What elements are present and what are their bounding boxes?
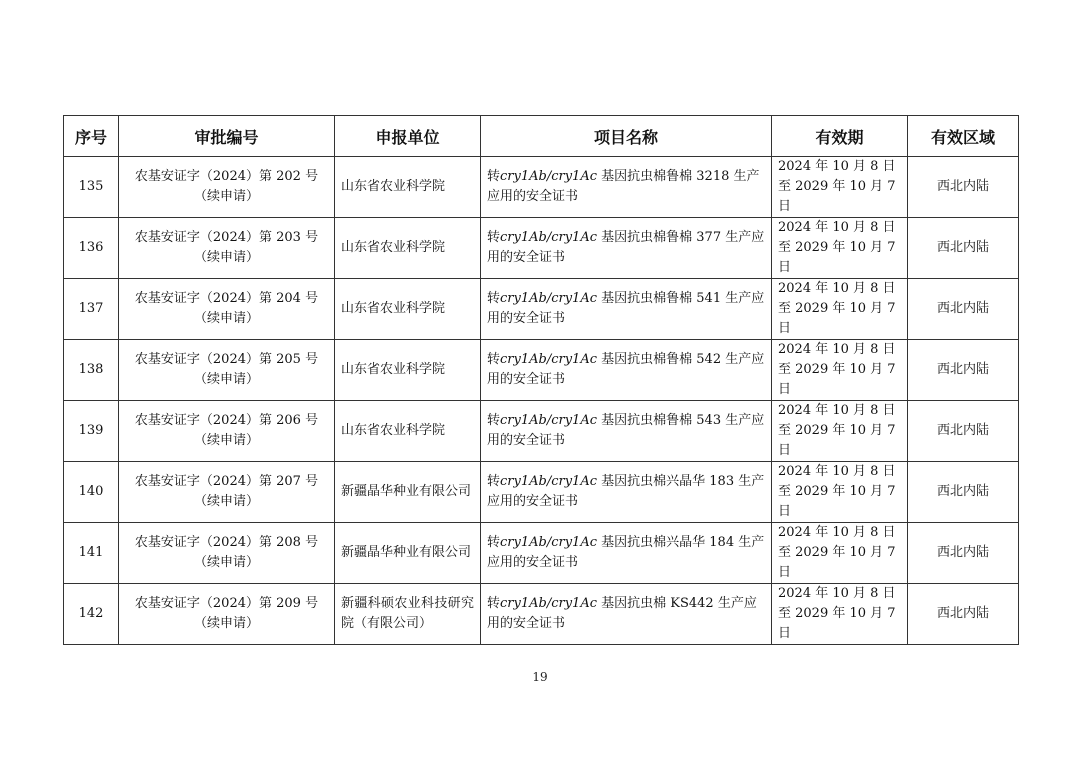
unit-text: 新疆晶华种业有限公司 bbox=[341, 545, 472, 560]
table-row bbox=[64, 279, 1019, 340]
name-prefix-text: 转 bbox=[487, 474, 501, 489]
approval-no-text: 农基安证字（2024）第 202 号 bbox=[134, 169, 319, 184]
seq-text: 138 bbox=[78, 362, 104, 377]
table-row bbox=[64, 218, 1019, 279]
gene-name-text: cry1Ab/cry1Ac bbox=[500, 169, 597, 184]
cell-validity bbox=[772, 401, 908, 462]
cell-approval-no bbox=[119, 279, 335, 340]
valid-from-text: 2024 年 10 月 8 日 bbox=[778, 342, 896, 357]
cell-validity bbox=[772, 340, 908, 401]
cell-seq bbox=[64, 523, 119, 584]
cell-unit bbox=[335, 462, 481, 523]
region-text: 西北内陆 bbox=[936, 301, 989, 316]
approval-no-text: 农基安证字（2024）第 209 号 bbox=[134, 596, 319, 611]
cell-seq bbox=[64, 401, 119, 462]
cell-project-name bbox=[481, 218, 772, 279]
valid-to-text: 至 2029 年 10 月 7 日 bbox=[778, 606, 896, 641]
cell-region bbox=[908, 462, 1019, 523]
cell-region bbox=[908, 523, 1019, 584]
cell-seq bbox=[64, 584, 119, 645]
gene-name-text: cry1Ab/cry1Ac bbox=[500, 474, 597, 489]
valid-to-text: 至 2029 年 10 月 7 日 bbox=[778, 484, 896, 519]
seq-text: 135 bbox=[78, 179, 104, 194]
name-prefix-text: 转 bbox=[487, 291, 501, 306]
name-prefix-text: 转 bbox=[487, 596, 501, 611]
table-body bbox=[64, 157, 1019, 645]
name-rest-text: 基因抗虫棉 KS442 生产应用的安全证书 bbox=[487, 596, 757, 631]
valid-to-text: 至 2029 年 10 月 7 日 bbox=[778, 301, 896, 336]
cell-approval-no bbox=[119, 401, 335, 462]
table-row bbox=[64, 401, 1019, 462]
approval-note-text: （续申请） bbox=[193, 433, 259, 448]
seq-text: 141 bbox=[78, 545, 104, 560]
seq-text: 139 bbox=[78, 423, 104, 438]
cell-unit bbox=[335, 340, 481, 401]
approval-note-text: （续申请） bbox=[193, 311, 259, 326]
cell-region bbox=[908, 279, 1019, 340]
unit-text: 新疆晶华种业有限公司 bbox=[341, 484, 472, 499]
cell-validity bbox=[772, 218, 908, 279]
cell-unit bbox=[335, 584, 481, 645]
cell-region bbox=[908, 157, 1019, 218]
header-region: 有效区域 bbox=[908, 116, 1019, 157]
page-number: 19 bbox=[532, 670, 548, 684]
seq-text: 137 bbox=[78, 301, 104, 316]
cell-seq bbox=[64, 218, 119, 279]
table-row bbox=[64, 584, 1019, 645]
valid-from-text: 2024 年 10 月 8 日 bbox=[778, 586, 896, 601]
approval-note-text: （续申请） bbox=[193, 372, 259, 387]
approval-note-text: （续申请） bbox=[193, 555, 259, 570]
cell-approval-no bbox=[119, 523, 335, 584]
cell-approval-no bbox=[119, 157, 335, 218]
valid-from-text: 2024 年 10 月 8 日 bbox=[778, 281, 896, 296]
gene-name-text: cry1Ab/cry1Ac bbox=[500, 535, 597, 550]
cell-region bbox=[908, 584, 1019, 645]
approval-no-text: 农基安证字（2024）第 204 号 bbox=[134, 291, 319, 306]
region-text: 西北内陆 bbox=[936, 606, 989, 621]
valid-to-text: 至 2029 年 10 月 7 日 bbox=[778, 545, 896, 580]
region-text: 西北内陆 bbox=[936, 362, 989, 377]
table-row bbox=[64, 523, 1019, 584]
header-row bbox=[64, 116, 1019, 157]
name-prefix-text: 转 bbox=[487, 413, 501, 428]
cell-unit bbox=[335, 523, 481, 584]
unit-text: 山东省农业科学院 bbox=[341, 240, 446, 255]
cell-validity bbox=[772, 584, 908, 645]
header-unit: 申报单位 bbox=[335, 116, 481, 157]
approval-note-text: （续申请） bbox=[193, 189, 259, 204]
cell-unit bbox=[335, 401, 481, 462]
cell-project-name bbox=[481, 462, 772, 523]
approval-note-text: （续申请） bbox=[193, 494, 259, 509]
cell-seq bbox=[64, 340, 119, 401]
cell-project-name bbox=[481, 279, 772, 340]
approval-no-text: 农基安证字（2024）第 206 号 bbox=[134, 413, 319, 428]
region-text: 西北内陆 bbox=[936, 423, 989, 438]
cell-validity bbox=[772, 157, 908, 218]
valid-to-text: 至 2029 年 10 月 7 日 bbox=[778, 179, 896, 214]
name-rest-text: 基因抗虫棉鲁棉 543 生产应用的安全证书 bbox=[487, 413, 765, 448]
header-approval-no: 审批编号 bbox=[119, 116, 335, 157]
name-rest-text: 基因抗虫棉鲁棉 377 生产应用的安全证书 bbox=[487, 230, 765, 265]
cell-validity bbox=[772, 279, 908, 340]
valid-from-text: 2024 年 10 月 8 日 bbox=[778, 220, 896, 235]
cell-seq bbox=[64, 157, 119, 218]
header-project-name: 项目名称 bbox=[481, 116, 772, 157]
approval-no-text: 农基安证字（2024）第 205 号 bbox=[134, 352, 319, 367]
unit-text: 山东省农业科学院 bbox=[341, 179, 446, 194]
valid-from-text: 2024 年 10 月 8 日 bbox=[778, 525, 896, 540]
approval-table bbox=[63, 115, 1019, 645]
gene-name-text: cry1Ab/cry1Ac bbox=[500, 352, 597, 367]
seq-text: 142 bbox=[78, 606, 104, 621]
unit-text: 山东省农业科学院 bbox=[341, 362, 446, 377]
cell-seq bbox=[64, 279, 119, 340]
table-header bbox=[64, 116, 1019, 157]
name-prefix-text: 转 bbox=[487, 230, 501, 245]
valid-from-text: 2024 年 10 月 8 日 bbox=[778, 464, 896, 479]
region-text: 西北内陆 bbox=[936, 240, 989, 255]
valid-to-text: 至 2029 年 10 月 7 日 bbox=[778, 362, 896, 397]
cell-approval-no bbox=[119, 218, 335, 279]
cell-project-name bbox=[481, 523, 772, 584]
name-prefix-text: 转 bbox=[487, 169, 501, 184]
region-text: 西北内陆 bbox=[936, 179, 989, 194]
header-seq: 序号 bbox=[64, 116, 119, 157]
header-validity: 有效期 bbox=[772, 116, 908, 157]
gene-name-text: cry1Ab/cry1Ac bbox=[500, 230, 597, 245]
name-rest-text: 基因抗虫棉鲁棉 541 生产应用的安全证书 bbox=[487, 291, 765, 326]
name-rest-text: 基因抗虫棉鲁棉 3218 生产应用的安全证书 bbox=[487, 169, 760, 204]
table-row bbox=[64, 340, 1019, 401]
table-row bbox=[64, 157, 1019, 218]
name-prefix-text: 转 bbox=[487, 535, 501, 550]
cell-project-name bbox=[481, 401, 772, 462]
cell-validity bbox=[772, 462, 908, 523]
cell-approval-no bbox=[119, 462, 335, 523]
seq-text: 136 bbox=[78, 240, 104, 255]
unit-text: 新疆科硕农业科技研究院（有限公司） bbox=[341, 596, 474, 631]
cell-unit bbox=[335, 218, 481, 279]
gene-name-text: cry1Ab/cry1Ac bbox=[500, 413, 597, 428]
cell-project-name bbox=[481, 340, 772, 401]
cell-region bbox=[908, 218, 1019, 279]
seq-text: 140 bbox=[78, 484, 104, 499]
valid-from-text: 2024 年 10 月 8 日 bbox=[778, 159, 896, 174]
region-text: 西北内陆 bbox=[936, 545, 989, 560]
cell-unit bbox=[335, 157, 481, 218]
table-row bbox=[64, 462, 1019, 523]
valid-from-text: 2024 年 10 月 8 日 bbox=[778, 403, 896, 418]
name-rest-text: 基因抗虫棉兴晶华 183 生产应用的安全证书 bbox=[487, 474, 765, 509]
cell-project-name bbox=[481, 157, 772, 218]
name-prefix-text: 转 bbox=[487, 352, 501, 367]
approval-no-text: 农基安证字（2024）第 203 号 bbox=[134, 230, 319, 245]
valid-to-text: 至 2029 年 10 月 7 日 bbox=[778, 423, 896, 458]
cell-region bbox=[908, 340, 1019, 401]
cell-region bbox=[908, 401, 1019, 462]
unit-text: 山东省农业科学院 bbox=[341, 301, 446, 316]
gene-name-text: cry1Ab/cry1Ac bbox=[500, 596, 597, 611]
name-rest-text: 基因抗虫棉兴晶华 184 生产应用的安全证书 bbox=[487, 535, 765, 570]
unit-text: 山东省农业科学院 bbox=[341, 423, 446, 438]
name-rest-text: 基因抗虫棉鲁棉 542 生产应用的安全证书 bbox=[487, 352, 765, 387]
cell-approval-no bbox=[119, 584, 335, 645]
cell-seq bbox=[64, 462, 119, 523]
approval-note-text: （续申请） bbox=[193, 616, 259, 631]
approval-no-text: 农基安证字（2024）第 208 号 bbox=[134, 535, 319, 550]
approval-note-text: （续申请） bbox=[193, 250, 259, 265]
region-text: 西北内陆 bbox=[936, 484, 989, 499]
cell-validity bbox=[772, 523, 908, 584]
cell-unit bbox=[335, 279, 481, 340]
approval-no-text: 农基安证字（2024）第 207 号 bbox=[134, 474, 319, 489]
cell-approval-no bbox=[119, 340, 335, 401]
valid-to-text: 至 2029 年 10 月 7 日 bbox=[778, 240, 896, 275]
cell-project-name bbox=[481, 584, 772, 645]
gene-name-text: cry1Ab/cry1Ac bbox=[500, 291, 597, 306]
